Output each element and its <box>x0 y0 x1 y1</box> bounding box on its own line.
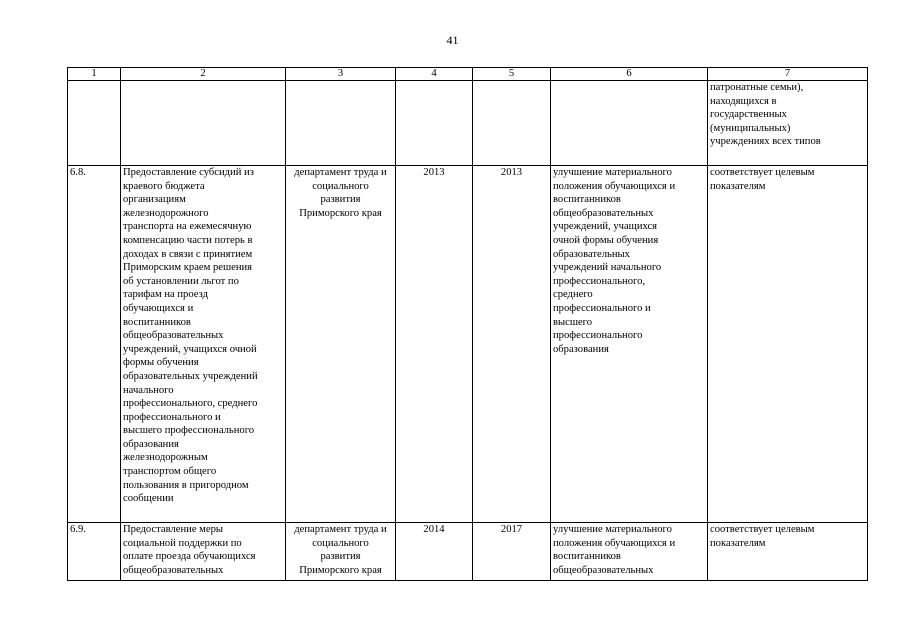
column-header: 7 <box>708 68 868 81</box>
page-number: 41 <box>446 33 459 47</box>
expected-result-cell: улучшение материального положения обучающихся и воспитанников общеобразовательных учреждений, учащихся очной формы обучения образовательных учреждений начального профессионального, среднего профессионального и высшего профессионального образования <box>551 166 708 523</box>
table-header-row <box>68 68 868 81</box>
table-row <box>68 523 868 581</box>
column-header: 1 <box>68 68 121 81</box>
table-row <box>68 166 868 523</box>
column-header: 3 <box>286 68 396 81</box>
indicator-cell: патронатные семьи), находящихся в государственных (муниципальных) учреждениях всех типов <box>708 81 868 166</box>
measures-table <box>67 67 868 581</box>
expected-result-cell <box>551 81 708 166</box>
executor-cell: департамент труда и социального развития Приморского края <box>286 523 396 581</box>
end-year-cell: 2013 <box>473 166 551 523</box>
executor-cell <box>286 81 396 166</box>
expected-result-cell: улучшение материального положения обучающихся и воспитанников общеобразовательных <box>551 523 708 581</box>
end-year-cell <box>473 81 551 166</box>
column-header: 2 <box>121 68 286 81</box>
table-row <box>68 81 868 166</box>
item-number-cell: 6.9. <box>68 523 121 581</box>
column-header: 6 <box>551 68 708 81</box>
item-number-cell <box>68 81 121 166</box>
executor-cell: департамент труда и социального развития Приморского края <box>286 166 396 523</box>
measure-cell: Предоставление субсидий из краевого бюджета организациям железнодорожного транспорта на ежемесячную компенсацию части потерь в доходах в связи с принятием Приморским краем решения об установлении льгот по тарифам на проезд обучающихся и воспитанников общеобразовательных учреждений, учащихся очной формы обучения образовательных учреждений начального профессионального, среднего профессионального и высшего профессионального образования железнодорожным транспортом общего пользования в пригородном сообщении <box>121 166 286 523</box>
indicator-cell: соответствует целевым показателям <box>708 166 868 523</box>
indicator-cell: соответствует целевым показателям <box>708 523 868 581</box>
column-header: 4 <box>396 68 473 81</box>
start-year-cell <box>396 81 473 166</box>
measure-cell <box>121 81 286 166</box>
measure-cell: Предоставление меры социальной поддержки по оплате проезда обучающихся общеобразовательных <box>121 523 286 581</box>
start-year-cell: 2014 <box>396 523 473 581</box>
column-header: 5 <box>473 68 551 81</box>
start-year-cell: 2013 <box>396 166 473 523</box>
item-number-cell: 6.8. <box>68 166 121 523</box>
end-year-cell: 2017 <box>473 523 551 581</box>
